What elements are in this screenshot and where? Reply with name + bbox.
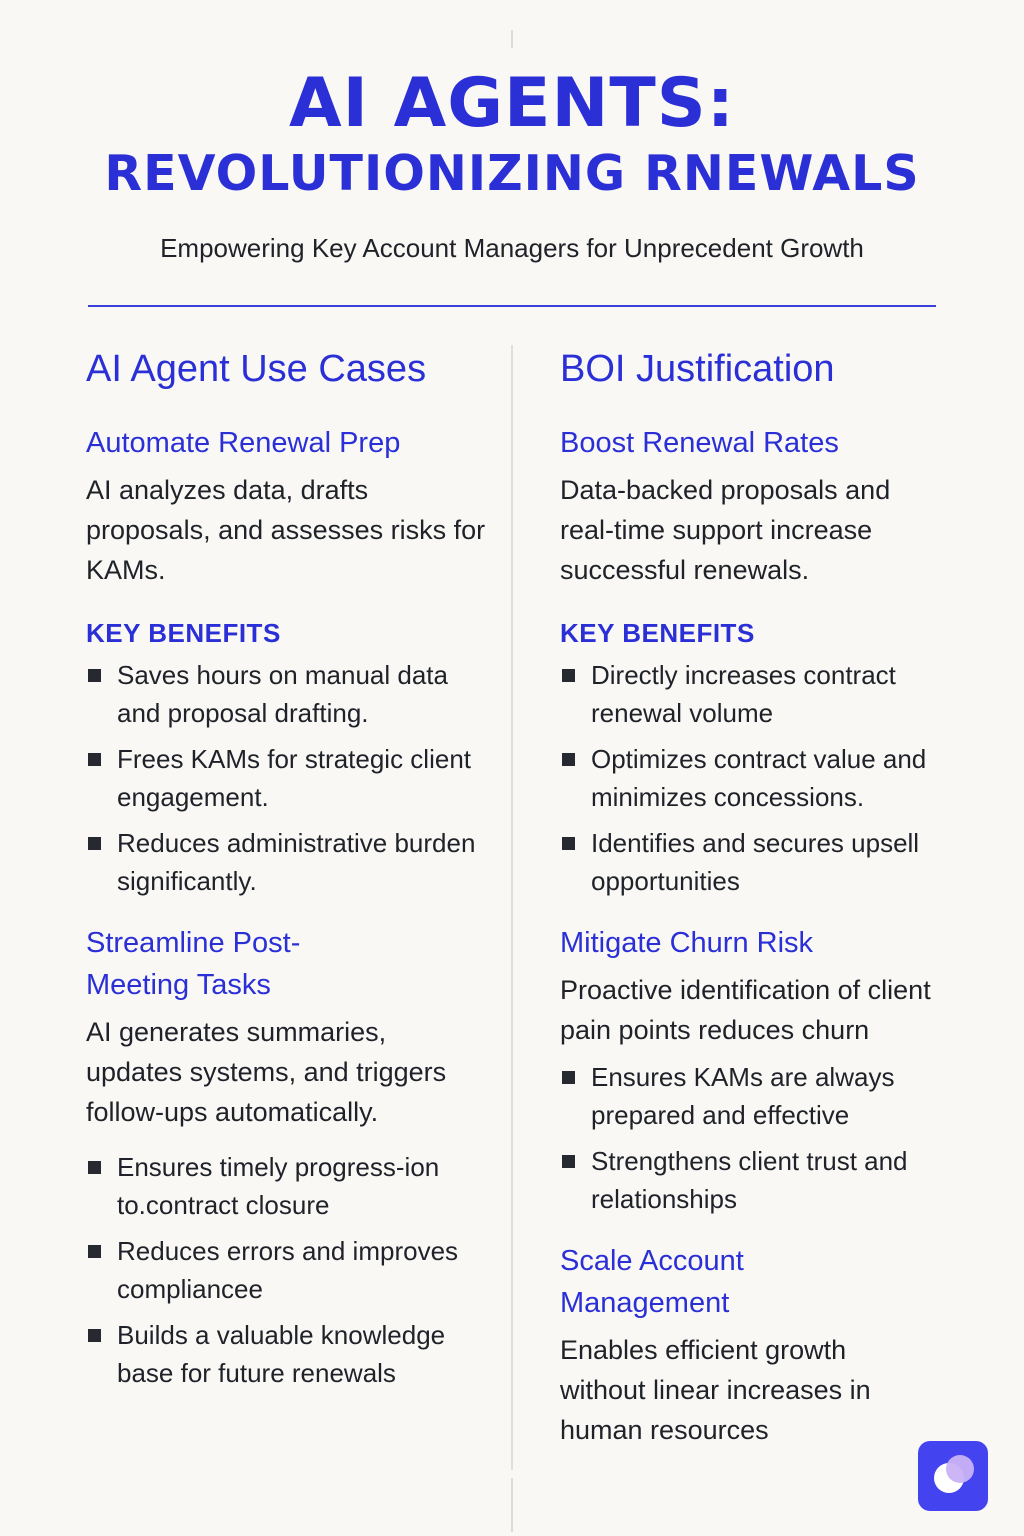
section-title: Boost Renewal Rates [560,427,839,459]
list-item [86,740,486,816]
square-bullet-icon [562,753,575,766]
subtitle: Empowering Key Account Managers for Unprecedent Growth [160,233,864,263]
use-cases-column [86,342,486,1414]
section-title: Scale Account Management [560,1245,744,1319]
app-logo-icon [918,1441,988,1511]
bullet-text: Ensures timely progress-ion to.contract closure [117,1152,440,1220]
square-bullet-icon [562,1155,575,1168]
bullet-text: Builds a valuable knowledge base for future renewals [117,1320,446,1388]
key-benefits-label: KEY BENEFITS [86,618,281,648]
bullet-text: Ensures KAMs are always prepared and effective [591,1062,895,1130]
title-line-2: REVOLUTIONIZING RNEWALS [104,145,920,202]
square-bullet-icon [88,1329,101,1342]
benefits-list [560,1058,980,1218]
square-bullet-icon [562,837,575,850]
square-bullet-icon [88,669,101,682]
title-line-1: AI AGENTS: [289,64,735,143]
bullet-text: Identifies and secures upsell opportunities [591,828,920,896]
square-bullet-icon [88,837,101,850]
section-title: Mitigate Churn Risk [560,927,814,959]
column-heading: BOI Justification [560,348,835,390]
bullet-text: Saves hours on manual data and proposal drafting. [117,660,448,728]
list-item [560,1058,980,1134]
top-divider-tick [511,30,513,48]
list-item [86,656,486,732]
bullet-text: Reduces errors and improves compliancee [117,1236,459,1304]
list-item [560,656,980,732]
column-heading: AI Agent Use Cases [86,348,427,390]
list-item [86,1232,486,1308]
section-description: Proactive identification of client pain points reduces churn [560,975,931,1045]
section-description: AI generates summaries, updates systems, and triggers follow-ups automatically. [86,1017,447,1127]
benefits-list [86,656,486,900]
column-divider [511,345,513,1470]
square-bullet-icon [88,753,101,766]
bullet-text: Frees KAMs for strategic client engagement. [117,744,471,812]
section-streamline-post-meeting [86,922,486,1392]
section-title: Automate Renewal Prep [86,427,401,459]
bullet-text: Reduces administrative burden significantly. [117,828,476,896]
bullet-text: Strengthens client trust and relationships [591,1146,908,1214]
section-title: Streamline Post-Meeting Tasks [86,927,301,1001]
section-mitigate-churn-risk [560,922,980,1218]
benefits-list [86,1148,486,1392]
square-bullet-icon [562,669,575,682]
section-description: AI analyzes data, drafts proposals, and assesses risks for KAMs. [86,475,486,585]
header-rule [88,305,936,307]
list-item [560,1142,980,1218]
bullet-text: Optimizes contract value and minimizes concessions. [591,744,927,812]
square-bullet-icon [88,1245,101,1258]
section-boost-renewal-rates [560,422,980,900]
list-item [86,824,486,900]
section-scale-account-management [560,1240,980,1450]
square-bullet-icon [562,1071,575,1084]
list-item [86,1316,486,1392]
bottom-divider-tick [511,1478,513,1532]
bullet-text: Directly increases contract renewal volume [591,660,896,728]
key-benefits-label: KEY BENEFITS [560,618,755,648]
section-description: Data-backed proposals and real-time support increase successful renewals. [560,475,891,585]
list-item [86,1148,486,1224]
section-automate-renewal-prep [86,422,486,900]
square-bullet-icon [88,1161,101,1174]
logo-circle-back [946,1455,974,1483]
benefits-list [560,656,980,900]
list-item [560,740,980,816]
section-description: Enables efficient growth without linear increases in human resources [560,1335,871,1445]
list-item [560,824,980,900]
roi-justification-column [560,342,980,1474]
